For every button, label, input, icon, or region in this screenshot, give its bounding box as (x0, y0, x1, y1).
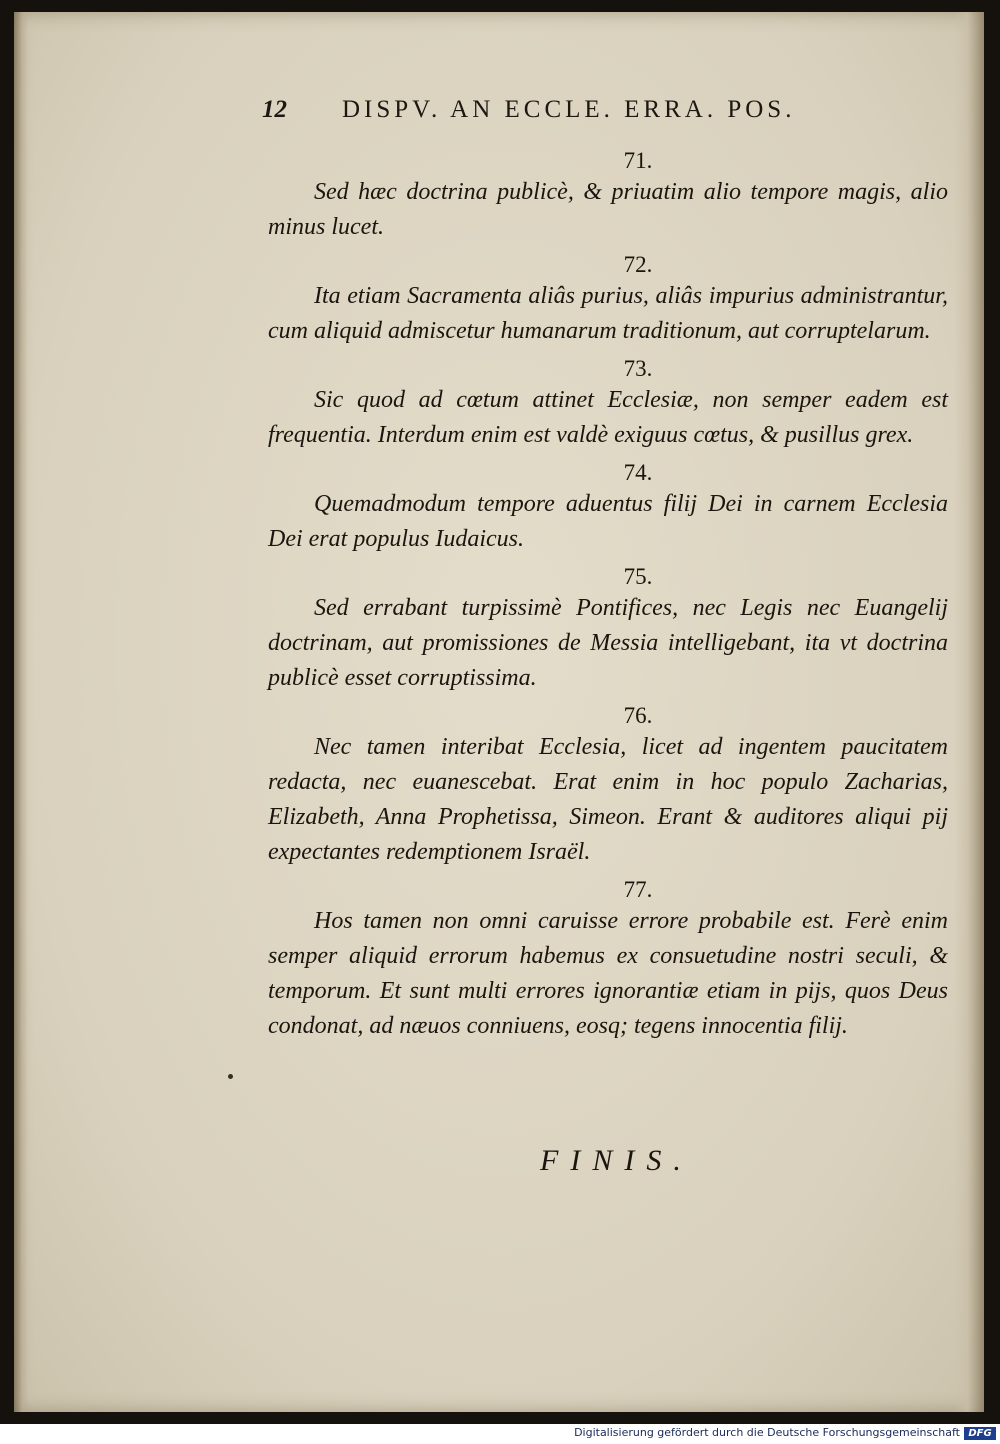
section-paragraph: Quemadmodum tempore aduentus filij Dei in carnem Ecclesia Dei erat populus Iudaicus. (268, 491, 948, 552)
section-72 (268, 251, 948, 349)
section-77 (268, 876, 948, 1044)
section-number: 77. (623, 877, 653, 902)
section-73 (268, 355, 948, 453)
section-number: 74. (623, 460, 653, 485)
finis-colophon: FINIS. (540, 1144, 693, 1177)
page-number: 12 (262, 96, 287, 123)
section-paragraph: Nec tamen interibat Ecclesia, licet ad ingentem paucitatem redacta, nec euanescebat. Erat enim in hoc populo Zacharias, Elizabeth, Anna Prophetissa, Simeon. Erant & auditores aliqui pij expectantes redemptionem Israël. (268, 734, 948, 865)
running-head (262, 96, 862, 124)
running-title: DISPV. AN ECCLE. ERRA. POS. (342, 96, 796, 123)
section-76 (268, 702, 948, 870)
section-number: 75. (623, 564, 653, 589)
page-gutter-shadow (14, 12, 28, 1412)
page-fore-edge (954, 12, 984, 1412)
section-71 (268, 147, 948, 245)
section-paragraph: Sed errabant turpissimè Pontifices, nec Legis nec Euangelij doctrinam, aut promissiones de Messia intelligebant, ita vt doctrina publicè esset corruptissima. (268, 595, 948, 691)
section-paragraph: Hos tamen non omni caruisse errore probabile est. Ferè enim semper aliquid errorum habemus ex consuetudine nostri seculi, & temporum. Et sunt multi errores ignorantiæ etiam in pijs, quos Deus condonat, ad næuos conniuens, eosq; tegens innocentia filij. (268, 908, 948, 1039)
funding-credit: Digitalisierung gefördert durch die Deutsche Forschungsgemeinschaft (574, 1426, 960, 1439)
section-paragraph: Sic quod ad cœtum attinet Ecclesiæ, non semper eadem est frequentia. Interdum enim est valdè exiguus cœtus, & pusillus grex. (268, 387, 948, 448)
section-number: 73. (623, 356, 653, 381)
section-paragraph: Sed hæc doctrina publicè, & priuatim alio tempore magis, alio minus lucet. (268, 179, 948, 240)
body-text (268, 145, 948, 1050)
section-number: 76. (623, 703, 653, 728)
section-number: 71. (623, 148, 653, 173)
section-74 (268, 459, 948, 557)
section-paragraph: Ita etiam Sacramenta aliâs purius, aliâs impurius administrantur, cum aliquid admiscetur humanarum traditionum, aut corruptelarum. (268, 283, 948, 344)
section-number: 72. (623, 252, 653, 277)
digitization-footer (0, 1424, 1000, 1444)
section-75 (268, 563, 948, 696)
dfg-logo-icon: DFG (964, 1427, 996, 1440)
ink-speck (228, 1074, 233, 1079)
